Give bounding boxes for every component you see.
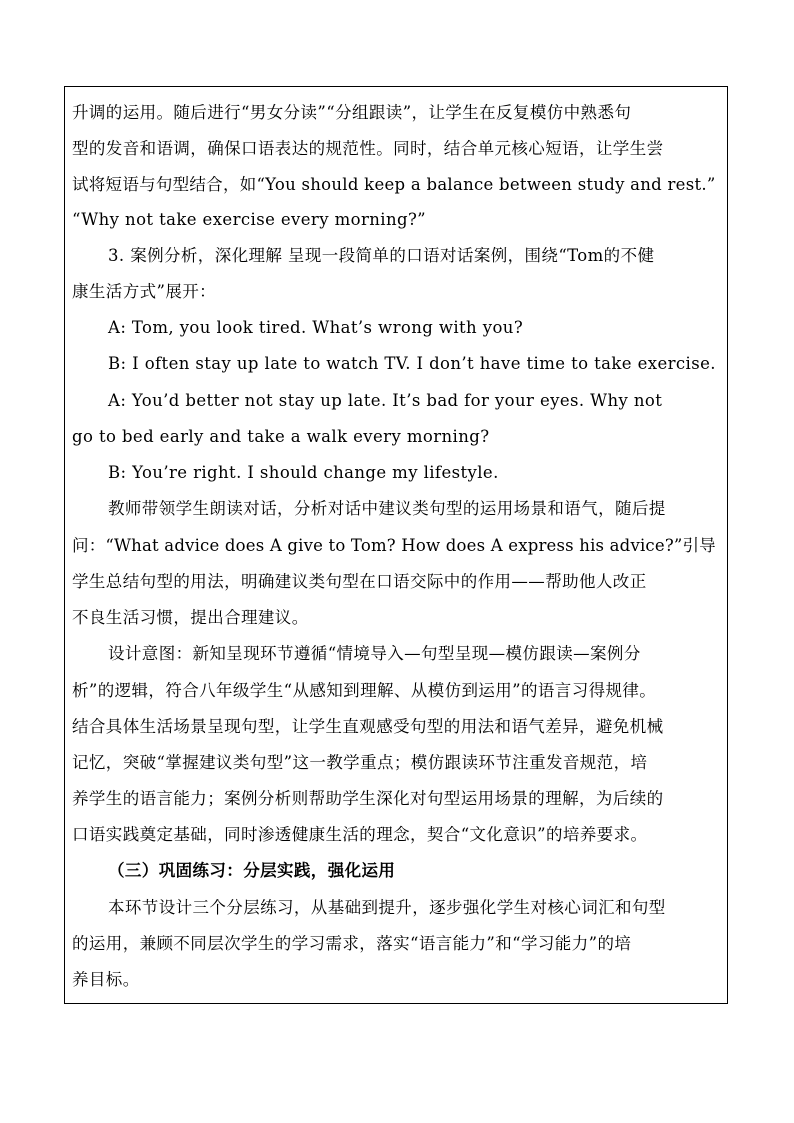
text-line: 养目标。 — [72, 970, 140, 989]
text-line: A: Tom, you look tired. What’s wrong with you? — [108, 318, 524, 337]
text-line: go to bed early and take a walk every morning? — [72, 427, 490, 446]
text-line: 康生活方式”展开： — [72, 282, 217, 301]
text-line: 析”的逻辑，符合八年级学生“从感知到理解、从模仿到运用”的语言习得规律。 — [72, 681, 657, 700]
text-line: 口语实践奠定基础，同时渗透健康生活的理念，契合“文化意识”的培养要求。 — [72, 825, 648, 844]
text-line: 问：“What advice does A give to Tom? How does A express his advice?”引导 — [72, 536, 716, 555]
text-line: 结合具体生活场景呈现句型，让学生直观感受句型的用法和语气差异，避免机械 — [72, 717, 664, 736]
text-line: 型的发音和语调，确保口语表达的规范性。同时，结合单元核心短语，让学生尝 — [72, 139, 664, 158]
text-line: B: You’re right. I should change my lifestyle. — [108, 463, 499, 482]
text-line: 3. 案例分析，深化理解 呈现一段简单的口语对话案例，围绕“Tom的不健 — [108, 246, 655, 265]
text-line: B: I often stay up late to watch TV. I don’t have time to take exercise. — [108, 354, 716, 373]
text-line: 记忆，突破“掌握建议类句型”这一教学重点；模仿跟读环节注重发音规范，培 — [72, 753, 648, 772]
text-line: 的运用，兼顾不同层次学生的学习需求，落实“语言能力”和“学习能力”的培 — [72, 934, 632, 953]
text-line: 不良生活习惯，提出合理建议。 — [72, 608, 309, 627]
text-line: 升调的运用。随后进行“男女分读”“分组跟读”，让学生在反复模仿中熟悉句 — [72, 103, 632, 122]
text-line: A: You’d better not stay up late. It’s bad for your eyes. Why not — [108, 391, 663, 410]
text-line: 设计意图：新知呈现环节遵循“情境导入—句型呈现—模仿跟读—案例分 — [108, 644, 641, 663]
text-line: 本环节设计三个分层练习，从基础到提升，逐步强化学生对核心词汇和句型 — [108, 898, 666, 917]
text-line: 试将短语与句型结合，如“You should keep a balance between study and rest.” — [72, 175, 716, 194]
text-line: 教师带领学生朗读对话，分析对话中建议类句型的运用场景和语气，随后提 — [108, 499, 666, 518]
text-line: 学生总结句型的用法，明确建议类句型在口语交际中的作用——帮助他人改正 — [72, 572, 647, 591]
text-line: “Why not take exercise every morning?” — [72, 210, 427, 229]
text-line: 养学生的语言能力；案例分析则帮助学生深化对句型运用场景的理解，为后续的 — [72, 789, 664, 808]
section-heading: （三）巩固练习：分层实践，强化运用 — [108, 861, 396, 880]
